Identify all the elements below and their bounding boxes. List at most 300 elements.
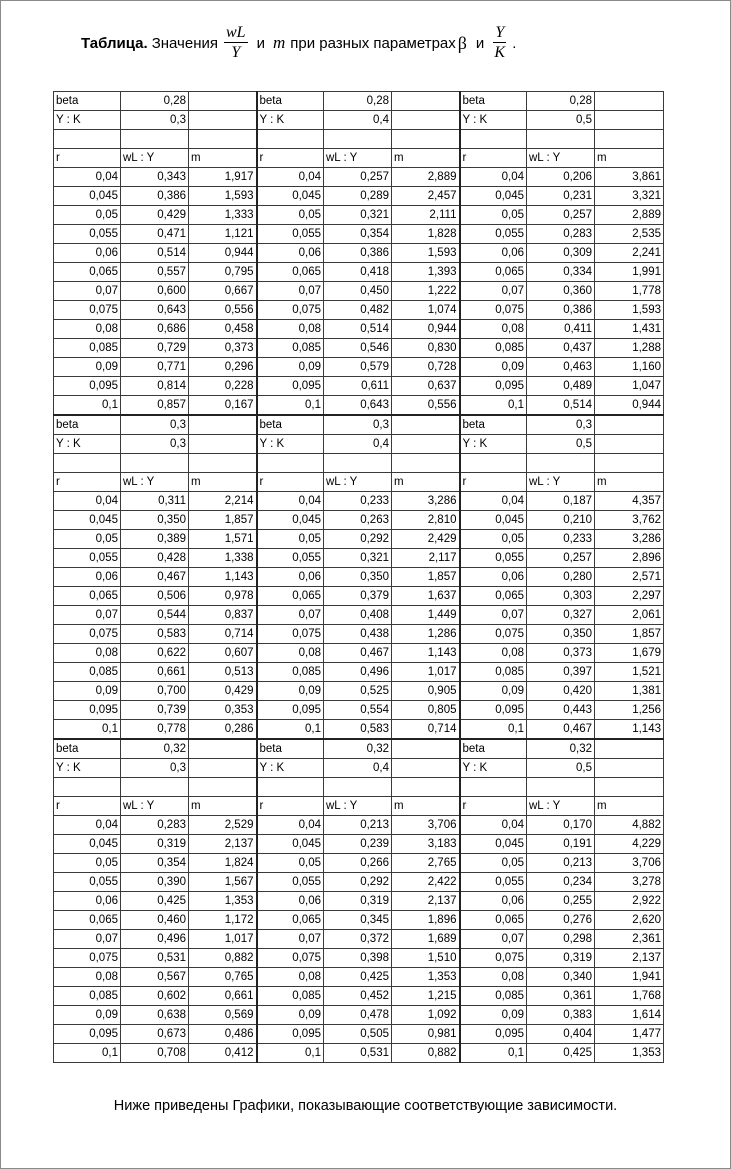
m-value: 1,571 — [189, 530, 257, 549]
m-value: 2,137 — [392, 892, 460, 911]
wly-value: 0,602 — [121, 987, 189, 1006]
empty-cell — [121, 130, 189, 149]
column-header-r: r — [460, 149, 527, 168]
r-value: 0,045 — [54, 187, 121, 206]
r-value: 0,05 — [257, 206, 324, 225]
wly-value: 0,319 — [121, 835, 189, 854]
empty-cell — [121, 778, 189, 797]
table-row — [54, 396, 664, 416]
m-value: 0,667 — [189, 282, 257, 301]
wly-value: 0,206 — [527, 168, 595, 187]
yk-label: Y : K — [54, 111, 121, 130]
empty-cell — [257, 454, 324, 473]
m-value: 1,353 — [595, 1044, 664, 1063]
r-value: 0,055 — [257, 225, 324, 244]
wly-value: 0,292 — [324, 873, 392, 892]
wly-value: 0,420 — [527, 682, 595, 701]
empty-cell — [460, 454, 527, 473]
table-row — [54, 701, 664, 720]
m-value: 1,567 — [189, 873, 257, 892]
empty-cell — [189, 778, 257, 797]
wly-value: 0,234 — [527, 873, 595, 892]
m-value: 1,593 — [595, 301, 664, 320]
wly-value: 0,643 — [324, 396, 392, 416]
yk-value: 0,3 — [121, 759, 189, 778]
yk-value: 0,3 — [121, 111, 189, 130]
r-value: 0,075 — [54, 625, 121, 644]
table-row — [54, 187, 664, 206]
wly-value: 0,729 — [121, 339, 189, 358]
m-value: 0,486 — [189, 1025, 257, 1044]
m-value: 1,353 — [189, 892, 257, 911]
empty-cell — [189, 111, 257, 130]
empty-cell — [595, 778, 664, 797]
column-header-m: m — [595, 149, 664, 168]
empty-cell — [595, 130, 664, 149]
m-value: 4,229 — [595, 835, 664, 854]
wly-value: 0,327 — [527, 606, 595, 625]
table-row — [54, 263, 664, 282]
header-row — [54, 797, 664, 816]
wly-value: 0,429 — [121, 206, 189, 225]
wly-value: 0,643 — [121, 301, 189, 320]
r-value: 0,04 — [54, 492, 121, 511]
table-row — [54, 835, 664, 854]
wly-value: 0,505 — [324, 1025, 392, 1044]
r-value: 0,08 — [460, 968, 527, 987]
r-value: 0,06 — [460, 568, 527, 587]
r-value: 0,06 — [460, 892, 527, 911]
wly-value: 0,340 — [527, 968, 595, 987]
wly-value: 0,283 — [121, 816, 189, 835]
r-value: 0,07 — [460, 930, 527, 949]
table-row — [54, 282, 664, 301]
r-value: 0,04 — [257, 816, 324, 835]
m-value: 2,137 — [595, 949, 664, 968]
m-value: 3,706 — [595, 854, 664, 873]
table-row — [54, 720, 664, 740]
wly-value: 0,583 — [121, 625, 189, 644]
wly-value: 0,452 — [324, 987, 392, 1006]
r-value: 0,085 — [257, 663, 324, 682]
caption-and-2: и — [475, 34, 485, 52]
m-value: 1,092 — [392, 1006, 460, 1025]
r-value: 0,055 — [54, 549, 121, 568]
r-value: 0,09 — [257, 358, 324, 377]
empty-cell — [121, 454, 189, 473]
r-value: 0,08 — [54, 320, 121, 339]
wly-value: 0,170 — [527, 816, 595, 835]
r-value: 0,06 — [257, 892, 324, 911]
m-value: 0,905 — [392, 682, 460, 701]
r-value: 0,055 — [460, 549, 527, 568]
column-header-m: m — [189, 797, 257, 816]
yk-row — [54, 435, 664, 454]
wly-value: 0,771 — [121, 358, 189, 377]
header-row — [54, 473, 664, 492]
m-value: 0,373 — [189, 339, 257, 358]
m-value: 2,214 — [189, 492, 257, 511]
empty-cell — [527, 130, 595, 149]
yk-value: 0,4 — [324, 435, 392, 454]
wly-value: 0,257 — [324, 168, 392, 187]
empty-cell — [527, 778, 595, 797]
r-value: 0,08 — [54, 968, 121, 987]
r-value: 0,095 — [257, 377, 324, 396]
table-row — [54, 682, 664, 701]
table-caption — [81, 21, 516, 65]
r-value: 0,06 — [54, 892, 121, 911]
wly-value: 0,404 — [527, 1025, 595, 1044]
wly-value: 0,213 — [324, 816, 392, 835]
wly-value: 0,467 — [324, 644, 392, 663]
r-value: 0,05 — [460, 854, 527, 873]
empty-cell — [595, 92, 664, 111]
r-value: 0,045 — [257, 187, 324, 206]
column-header-wly: wL : Y — [121, 797, 189, 816]
m-value: 0,944 — [189, 244, 257, 263]
r-value: 0,075 — [460, 301, 527, 320]
beta-row — [54, 415, 664, 435]
empty-cell — [54, 778, 121, 797]
r-value: 0,08 — [460, 644, 527, 663]
wly-value: 0,514 — [121, 244, 189, 263]
m-value: 0,412 — [189, 1044, 257, 1063]
wly-value: 0,778 — [121, 720, 189, 740]
m-value: 1,143 — [595, 720, 664, 740]
r-value: 0,05 — [54, 854, 121, 873]
m-value: 1,857 — [595, 625, 664, 644]
beta-value: 0,32 — [121, 739, 189, 759]
wly-value: 0,334 — [527, 263, 595, 282]
r-value: 0,1 — [460, 720, 527, 740]
wly-value: 0,373 — [527, 644, 595, 663]
column-header-wly: wL : Y — [324, 473, 392, 492]
table-row — [54, 568, 664, 587]
m-value: 1,637 — [392, 587, 460, 606]
column-header-wly: wL : Y — [121, 149, 189, 168]
wly-value: 0,386 — [121, 187, 189, 206]
r-value: 0,09 — [54, 682, 121, 701]
r-value: 0,055 — [257, 549, 324, 568]
m-value: 0,513 — [189, 663, 257, 682]
m-value: 2,111 — [392, 206, 460, 225]
wly-value: 0,814 — [121, 377, 189, 396]
column-header-wly: wL : Y — [527, 473, 595, 492]
empty-cell — [54, 130, 121, 149]
m-value: 2,535 — [595, 225, 664, 244]
r-value: 0,09 — [460, 682, 527, 701]
r-value: 0,05 — [460, 206, 527, 225]
column-header-r: r — [54, 149, 121, 168]
fraction-numerator: wL — [226, 24, 246, 41]
r-value: 0,1 — [460, 396, 527, 416]
m-value: 2,457 — [392, 187, 460, 206]
wly-value: 0,397 — [527, 663, 595, 682]
empty-cell — [392, 130, 460, 149]
m-value: 0,795 — [189, 263, 257, 282]
blank-row — [54, 130, 664, 149]
m-value: 1,521 — [595, 663, 664, 682]
r-value: 0,09 — [257, 1006, 324, 1025]
column-header-r: r — [460, 473, 527, 492]
empty-cell — [54, 454, 121, 473]
m-value: 0,167 — [189, 396, 257, 416]
wly-value: 0,257 — [527, 549, 595, 568]
r-value: 0,055 — [257, 873, 324, 892]
wly-value: 0,686 — [121, 320, 189, 339]
table-row — [54, 911, 664, 930]
m-value: 2,620 — [595, 911, 664, 930]
r-value: 0,05 — [460, 530, 527, 549]
m-value: 0,458 — [189, 320, 257, 339]
table-row — [54, 225, 664, 244]
wly-value: 0,311 — [121, 492, 189, 511]
r-value: 0,055 — [460, 873, 527, 892]
yk-label: Y : K — [460, 111, 527, 130]
m-value: 1,338 — [189, 549, 257, 568]
r-value: 0,065 — [54, 587, 121, 606]
column-header-r: r — [54, 797, 121, 816]
r-value: 0,04 — [54, 816, 121, 835]
r-value: 0,085 — [257, 339, 324, 358]
wly-value: 0,611 — [324, 377, 392, 396]
table-row — [54, 377, 664, 396]
column-header-m: m — [392, 797, 460, 816]
wly-value: 0,257 — [527, 206, 595, 225]
r-value: 0,045 — [54, 835, 121, 854]
r-value: 0,04 — [460, 816, 527, 835]
column-header-r: r — [460, 797, 527, 816]
empty-cell — [595, 435, 664, 454]
table-row — [54, 358, 664, 377]
r-value: 0,085 — [460, 987, 527, 1006]
r-value: 0,045 — [460, 511, 527, 530]
m-value: 1,215 — [392, 987, 460, 1006]
wly-value: 0,350 — [121, 511, 189, 530]
wly-value: 0,350 — [527, 625, 595, 644]
wly-value: 0,450 — [324, 282, 392, 301]
m-value: 2,241 — [595, 244, 664, 263]
caption-text-params: при разных параметрах — [290, 34, 456, 52]
empty-cell — [324, 454, 392, 473]
wly-value: 0,546 — [324, 339, 392, 358]
r-value: 0,05 — [54, 530, 121, 549]
wly-value: 0,557 — [121, 263, 189, 282]
wly-value: 0,187 — [527, 492, 595, 511]
table-row — [54, 644, 664, 663]
r-value: 0,1 — [460, 1044, 527, 1063]
m-value: 3,706 — [392, 816, 460, 835]
blank-row — [54, 778, 664, 797]
m-value: 1,172 — [189, 911, 257, 930]
m-value: 0,805 — [392, 701, 460, 720]
wly-value: 0,386 — [324, 244, 392, 263]
yk-label: Y : K — [460, 759, 527, 778]
r-value: 0,09 — [54, 1006, 121, 1025]
m-value: 1,593 — [392, 244, 460, 263]
table-row — [54, 606, 664, 625]
wly-value: 0,622 — [121, 644, 189, 663]
fraction-denominator: K — [494, 44, 506, 61]
empty-cell — [189, 435, 257, 454]
yk-label: Y : K — [460, 435, 527, 454]
wly-value: 0,213 — [527, 854, 595, 873]
wly-value: 0,700 — [121, 682, 189, 701]
wly-value: 0,309 — [527, 244, 595, 263]
m-value: 1,047 — [595, 377, 664, 396]
r-value: 0,07 — [257, 606, 324, 625]
r-value: 0,065 — [257, 911, 324, 930]
wly-value: 0,303 — [527, 587, 595, 606]
r-value: 0,085 — [54, 663, 121, 682]
r-value: 0,07 — [460, 282, 527, 301]
table-row — [54, 949, 664, 968]
fraction-numerator: Y — [495, 24, 505, 41]
beta-label: beta — [54, 92, 121, 111]
yk-value: 0,3 — [121, 435, 189, 454]
table-row — [54, 930, 664, 949]
table-row — [54, 663, 664, 682]
r-value: 0,09 — [460, 1006, 527, 1025]
m-value: 2,061 — [595, 606, 664, 625]
caption-text-values: Значения — [151, 34, 218, 52]
r-value: 0,055 — [54, 873, 121, 892]
r-value: 0,06 — [54, 244, 121, 263]
yk-value: 0,5 — [527, 111, 595, 130]
yk-row — [54, 111, 664, 130]
m-value: 0,714 — [392, 720, 460, 740]
r-value: 0,075 — [460, 625, 527, 644]
m-value: 2,137 — [189, 835, 257, 854]
column-header-m: m — [189, 473, 257, 492]
r-value: 0,055 — [54, 225, 121, 244]
r-value: 0,065 — [54, 263, 121, 282]
r-value: 0,07 — [54, 282, 121, 301]
r-value: 0,1 — [257, 1044, 324, 1063]
table-row — [54, 530, 664, 549]
wly-value: 0,428 — [121, 549, 189, 568]
r-value: 0,095 — [54, 701, 121, 720]
header-row — [54, 149, 664, 168]
table-row — [54, 968, 664, 987]
m-value: 0,569 — [189, 1006, 257, 1025]
empty-cell — [392, 435, 460, 454]
m-value: 4,357 — [595, 492, 664, 511]
empty-cell — [324, 130, 392, 149]
wly-value: 0,319 — [324, 892, 392, 911]
wly-value: 0,460 — [121, 911, 189, 930]
wly-value: 0,321 — [324, 206, 392, 225]
wly-value: 0,372 — [324, 930, 392, 949]
beta-label: beta — [460, 739, 527, 759]
wly-value: 0,289 — [324, 187, 392, 206]
wly-value: 0,506 — [121, 587, 189, 606]
m-value: 1,679 — [595, 644, 664, 663]
r-value: 0,08 — [257, 320, 324, 339]
r-value: 0,075 — [257, 949, 324, 968]
beta-label: beta — [54, 415, 121, 435]
caption-bold-label: Таблица. — [81, 34, 148, 52]
wly-value: 0,514 — [527, 396, 595, 416]
r-value: 0,075 — [54, 949, 121, 968]
wly-value: 0,360 — [527, 282, 595, 301]
wly-value: 0,383 — [527, 1006, 595, 1025]
m-value: 0,228 — [189, 377, 257, 396]
r-value: 0,085 — [54, 339, 121, 358]
m-value: 1,431 — [595, 320, 664, 339]
m-value: 1,896 — [392, 911, 460, 930]
m-value: 0,607 — [189, 644, 257, 663]
m-value: 2,889 — [595, 206, 664, 225]
wly-value: 0,443 — [527, 701, 595, 720]
empty-cell — [595, 111, 664, 130]
wly-value: 0,579 — [324, 358, 392, 377]
m-value: 2,765 — [392, 854, 460, 873]
empty-cell — [595, 739, 664, 759]
r-value: 0,05 — [257, 530, 324, 549]
wly-value: 0,544 — [121, 606, 189, 625]
m-value: 1,288 — [595, 339, 664, 358]
wly-value: 0,708 — [121, 1044, 189, 1063]
r-value: 0,075 — [257, 301, 324, 320]
m-value: 1,824 — [189, 854, 257, 873]
column-header-m: m — [595, 473, 664, 492]
table-row — [54, 816, 664, 835]
r-value: 0,05 — [257, 854, 324, 873]
empty-cell — [189, 92, 257, 111]
m-value: 0,978 — [189, 587, 257, 606]
m-value: 4,882 — [595, 816, 664, 835]
wly-value: 0,233 — [527, 530, 595, 549]
r-value: 0,055 — [460, 225, 527, 244]
m-value: 3,286 — [392, 492, 460, 511]
r-value: 0,06 — [257, 568, 324, 587]
r-value: 0,065 — [257, 263, 324, 282]
caption-beta-symbol: β — [457, 32, 467, 53]
m-value: 1,381 — [595, 682, 664, 701]
wly-value: 0,437 — [527, 339, 595, 358]
table-row — [54, 511, 664, 530]
yk-row — [54, 759, 664, 778]
wly-value: 0,583 — [324, 720, 392, 740]
r-value: 0,065 — [54, 911, 121, 930]
m-value: 1,143 — [189, 568, 257, 587]
wly-value: 0,345 — [324, 911, 392, 930]
wly-value: 0,531 — [121, 949, 189, 968]
caption-and-1: и — [256, 34, 265, 52]
wly-value: 0,482 — [324, 301, 392, 320]
r-value: 0,08 — [460, 320, 527, 339]
column-header-m: m — [189, 149, 257, 168]
beta-value: 0,28 — [324, 92, 392, 111]
m-value: 0,981 — [392, 1025, 460, 1044]
table-row — [54, 1025, 664, 1044]
r-value: 0,07 — [54, 606, 121, 625]
r-value: 0,095 — [460, 377, 527, 396]
wly-value: 0,283 — [527, 225, 595, 244]
beta-value: 0,32 — [527, 739, 595, 759]
m-value: 0,882 — [189, 949, 257, 968]
wly-value: 0,379 — [324, 587, 392, 606]
m-value: 0,765 — [189, 968, 257, 987]
beta-label: beta — [257, 415, 324, 435]
beta-label: beta — [257, 739, 324, 759]
m-value: 1,393 — [392, 263, 460, 282]
wly-value: 0,350 — [324, 568, 392, 587]
m-value: 0,429 — [189, 682, 257, 701]
column-header-r: r — [257, 149, 324, 168]
